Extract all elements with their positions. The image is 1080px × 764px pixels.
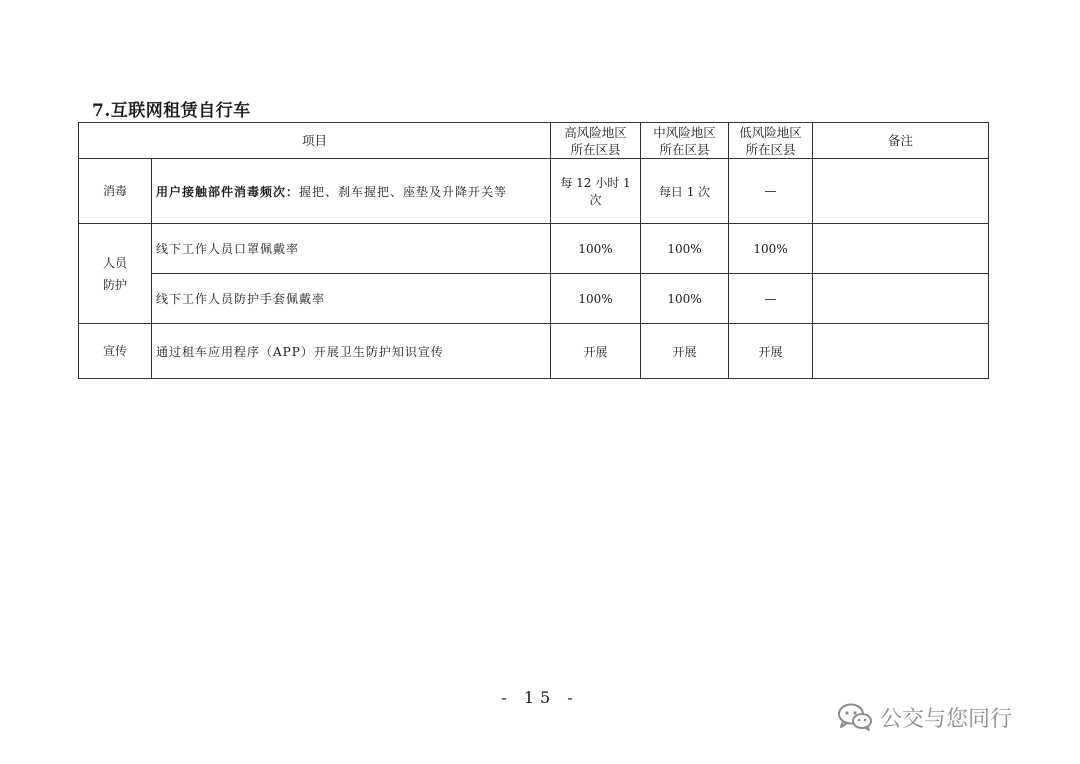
row-item	[152, 159, 551, 224]
cell-high: 100%	[551, 274, 641, 324]
header-note: 备注	[813, 123, 989, 159]
wechat-icon	[836, 702, 874, 732]
header-low-line2: 所在区县	[745, 141, 796, 157]
row-item: 线下工作人员防护手套佩戴率	[152, 274, 551, 324]
header-low-risk	[729, 123, 813, 159]
cell-high-line2: 次	[589, 193, 602, 207]
cell-low: —	[729, 274, 813, 324]
header-high-line1: 高风险地区	[564, 124, 627, 140]
cell-high	[551, 159, 641, 224]
row-category: 宣传	[79, 324, 152, 379]
cell-low: 开展	[729, 324, 813, 379]
row-item-bold: 用户接触部件消毒频次：	[156, 184, 300, 199]
cell-mid: 每日 1 次	[641, 159, 729, 224]
row-item-text: 握把、刹车握把、座垫及升降开关等	[299, 184, 508, 199]
table-row	[79, 324, 989, 379]
cell-high: 100%	[551, 224, 641, 274]
cell-low: —	[729, 159, 813, 224]
cell-note	[813, 159, 989, 224]
table-row	[79, 274, 989, 324]
header-mid-line2: 所在区县	[659, 141, 710, 157]
row-item: 线下工作人员口罩佩戴率	[152, 224, 551, 274]
header-item: 项目	[79, 123, 551, 159]
table-row	[79, 224, 989, 274]
requirements-table	[78, 122, 989, 379]
cell-note	[813, 274, 989, 324]
row-category	[79, 224, 152, 324]
section-title: 7.互联网租赁自行车	[92, 101, 251, 121]
cell-mid: 100%	[641, 224, 729, 274]
header-mid-line1: 中风险地区	[653, 124, 716, 140]
table-row	[79, 159, 989, 224]
cell-low: 100%	[729, 224, 813, 274]
table-header-row	[79, 123, 989, 159]
row-category-line2: 防护	[102, 277, 127, 292]
cell-note	[813, 324, 989, 379]
watermark-text: 公交与您同行	[880, 706, 1013, 732]
page-number: - 15 -	[501, 688, 579, 707]
cell-high-line1: 每 12 小时 1	[560, 176, 631, 190]
row-category: 消毒	[79, 159, 152, 224]
header-high-line2: 所在区县	[570, 141, 621, 157]
cell-note	[813, 224, 989, 274]
header-mid-risk	[641, 123, 729, 159]
cell-mid: 100%	[641, 274, 729, 324]
header-low-line1: 低风险地区	[739, 124, 802, 140]
cell-mid: 开展	[641, 324, 729, 379]
header-high-risk	[551, 123, 641, 159]
watermark	[836, 700, 1012, 734]
row-category-line1: 人员	[102, 255, 127, 270]
row-item: 通过租车应用程序（APP）开展卫生防护知识宣传	[152, 324, 551, 379]
cell-high: 开展	[551, 324, 641, 379]
